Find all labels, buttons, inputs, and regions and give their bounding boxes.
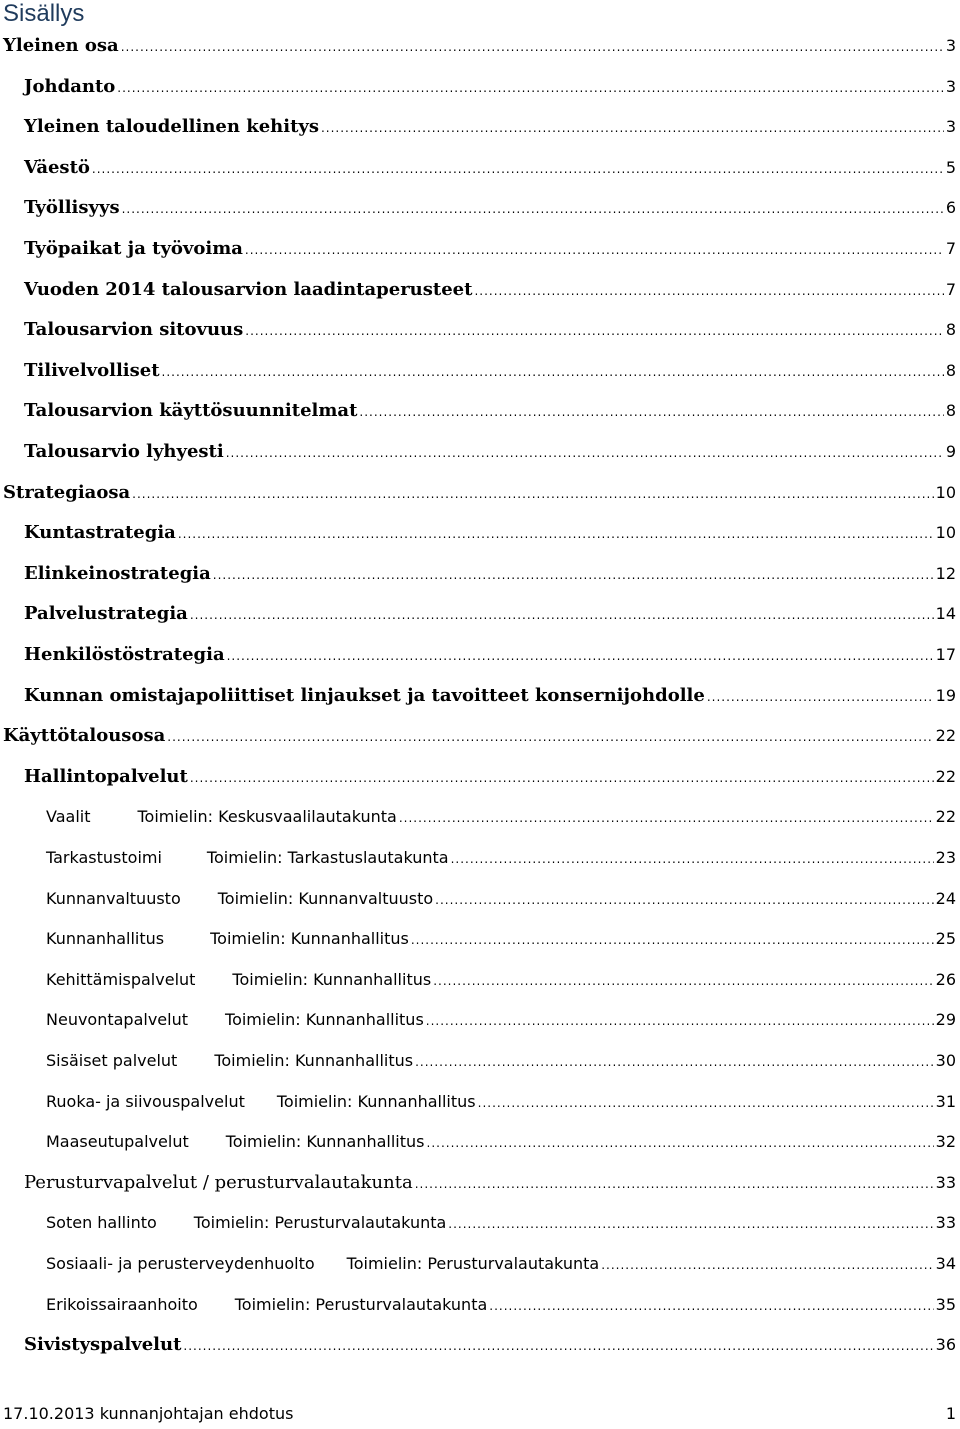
toc-dot-leader [411, 927, 934, 953]
toc-entry[interactable] [24, 1170, 956, 1196]
toc-entry-label: Kehittämispalvelut [46, 969, 196, 989]
toc-entry-organ: Toimielin: Keskusvaalilautakunta [137, 807, 397, 827]
toc-entry-label: Sivistyspalvelut [24, 1334, 182, 1356]
toc-entry-label: Yleinen taloudellinen kehitys [24, 116, 319, 138]
toc-dot-leader [117, 75, 944, 101]
toc-entry[interactable] [24, 195, 956, 221]
toc-page-number: 6 [945, 198, 956, 218]
toc-entry[interactable] [46, 1210, 956, 1236]
toc-page-number: 12 [935, 563, 956, 583]
toc-entry[interactable] [24, 74, 956, 100]
toc-dot-leader [226, 440, 944, 466]
toc-dot-leader [359, 399, 943, 425]
toc-page-number: 17 [935, 645, 956, 664]
toc-entry-label: Kuntastrategia [24, 522, 176, 544]
toc-entry-organ: Toimielin: Tarkastuslautakunta [206, 848, 449, 867]
toc-entry-label: Kunnanvaltuusto [46, 888, 181, 908]
toc-page-number: 7 [945, 279, 956, 299]
footer-date-label: 17.10.2013 kunnanjohtajan ehdotus [3, 1404, 294, 1423]
toc-entry[interactable] [46, 1048, 956, 1074]
toc-page-number: 22 [935, 726, 956, 746]
page-footer [3, 1404, 956, 1428]
toc-entry-label: Palvelustrategia [24, 603, 188, 625]
toc-entry[interactable] [24, 398, 956, 424]
toc-entry-label: Henkilöstöstrategia [24, 644, 225, 665]
toc-dot-leader [448, 1211, 933, 1237]
toc-entry-label: Strategiaosa [3, 481, 131, 503]
toc-page-number: 26 [935, 969, 956, 989]
toc-entry-organ: Toimielin: Perusturvalautakunta [346, 1254, 600, 1273]
toc-entry[interactable] [46, 967, 956, 993]
toc-dot-leader [183, 1333, 933, 1359]
toc-dot-leader [601, 1252, 933, 1278]
toc-entry-label: Talousarvio lyhyesti [24, 441, 224, 462]
toc-entry-label: Ruoka- ja siivouspalvelut [46, 1091, 245, 1111]
toc-entry[interactable] [24, 236, 956, 262]
toc-entry[interactable] [24, 601, 956, 627]
toc-entry-label: Kunnan omistajapoliittiset linjaukset ja tavoitteet konsernijohdolle [24, 684, 705, 706]
toc-entry[interactable] [3, 480, 956, 506]
toc-dot-leader [415, 1171, 934, 1197]
toc-page-number: 31 [935, 1091, 956, 1111]
toc-entry[interactable] [46, 804, 956, 830]
toc-dot-leader [707, 684, 934, 710]
toc-page-number: 3 [945, 76, 956, 96]
toc-entry-label: Tilivelvolliset [24, 359, 160, 381]
toc-dot-leader [245, 237, 944, 263]
toc-dot-leader [178, 521, 934, 547]
toc-page-number: 14 [935, 604, 956, 624]
toc-entry-organ: Toimielin: Perusturvalautakunta [234, 1294, 488, 1314]
toc-entry[interactable] [24, 764, 956, 790]
toc-page-number: 33 [935, 1172, 956, 1192]
toc-entry-organ: Toimielin: Kunnanhallitus [276, 1091, 476, 1111]
toc-entry[interactable] [3, 33, 956, 59]
toc-entry-label: Väestö [24, 156, 90, 178]
toc-dot-leader [451, 846, 934, 872]
toc-entry-organ: Toimielin: Kunnanhallitus [232, 969, 432, 989]
toc-entry-organ: Toimielin: Kunnanhallitus [210, 929, 409, 949]
toc-page-number: 36 [935, 1335, 956, 1355]
toc-dot-leader [227, 643, 934, 669]
toc-entry-label: Vaalit [46, 807, 91, 827]
toc-entry-label: Käyttötalousosa [3, 725, 166, 747]
toc-entry-label: Soten hallinto [46, 1213, 157, 1233]
toc-entry[interactable] [46, 926, 956, 952]
toc-page-number: 19 [935, 685, 956, 705]
toc-entry[interactable] [24, 1332, 956, 1358]
toc-page-number: 34 [935, 1254, 956, 1273]
toc-dot-leader [321, 115, 944, 141]
toc-page-number: 23 [935, 848, 956, 867]
footer-page-number: 1 [945, 1404, 956, 1423]
toc-page-number: 8 [945, 401, 956, 421]
toc-page-number: 10 [935, 482, 956, 502]
toc-page-number: 10 [935, 523, 956, 543]
toc-dot-leader [213, 562, 934, 588]
toc-entry[interactable] [46, 845, 956, 871]
toc-entry[interactable] [24, 642, 956, 668]
toc-entry[interactable] [3, 723, 956, 749]
toc-page-number: 7 [945, 239, 956, 258]
toc-entry-label: Elinkeinostrategia [24, 562, 211, 584]
toc-dot-leader [190, 602, 934, 628]
toc-entry-organ: Toimielin: Kunnanvaltuusto [217, 888, 434, 908]
toc-dot-leader [399, 805, 934, 831]
toc-dot-leader [167, 724, 933, 750]
toc-page-number: 33 [935, 1213, 956, 1233]
toc-dot-leader [122, 196, 944, 222]
toc-page-number: 3 [945, 117, 956, 137]
toc-entry-label: Johdanto [24, 75, 116, 97]
toc-page-number: 22 [935, 807, 956, 827]
toc-dot-leader [489, 1293, 933, 1319]
toc-entry-label: Työllisyys [24, 197, 120, 219]
toc-dot-leader [415, 1049, 934, 1075]
toc-entry[interactable] [24, 561, 956, 587]
toc-entry[interactable] [24, 439, 956, 465]
toc-entry-label: Sosiaali- ja perusterveydenhuolto [46, 1254, 315, 1273]
toc-page-number: 22 [935, 766, 956, 786]
toc-entry[interactable] [46, 1251, 956, 1277]
toc-entry[interactable] [46, 886, 956, 912]
toc-page-number: 30 [935, 1051, 956, 1070]
toc-dot-leader [190, 765, 934, 791]
toc-entry-label: Maaseutupalvelut [46, 1132, 189, 1152]
toc-page-number: 3 [945, 36, 956, 55]
toc-entry-organ: Toimielin: Kunnanhallitus [225, 1010, 424, 1030]
toc-dot-leader [132, 481, 934, 507]
toc-dot-leader [433, 968, 933, 994]
toc-entry-organ: Toimielin: Kunnanhallitus [214, 1051, 414, 1070]
toc-dot-leader [426, 1008, 934, 1034]
toc-page-number: 5 [945, 157, 956, 177]
page-title: Sisällys [3, 0, 85, 27]
toc-entry-organ: Toimielin: Perusturvalautakunta [193, 1213, 447, 1233]
toc-dot-leader [245, 318, 944, 344]
toc-entry[interactable] [24, 317, 956, 343]
toc-dot-leader [478, 1090, 934, 1116]
toc-entry[interactable] [24, 114, 956, 140]
toc-entry-label: Perusturvapalvelut / perusturvalautakunta [24, 1171, 413, 1193]
toc-entry-label: Talousarvion sitovuus [24, 319, 244, 341]
toc-entry-label: Vuoden 2014 talousarvion laadintaperusteet [24, 278, 473, 300]
toc-entry-label: Erikoissairaanhoito [46, 1294, 198, 1314]
toc-dot-leader [121, 34, 944, 60]
toc-entry[interactable] [46, 1089, 956, 1115]
toc-entry[interactable] [24, 358, 956, 384]
toc-entry[interactable] [24, 155, 956, 181]
toc-entry[interactable] [46, 1007, 956, 1033]
toc-dot-leader [427, 1130, 934, 1156]
toc-entry-label: Neuvontapalvelut [46, 1010, 189, 1030]
toc-entry-label: Kunnanhallitus [46, 929, 165, 949]
toc-entry-organ: Toimielin: Kunnanhallitus [225, 1132, 425, 1152]
toc-entry[interactable] [46, 1292, 956, 1318]
toc-entry-label: Työpaikat ja työvoima [24, 238, 243, 259]
toc-page-number: 24 [935, 888, 956, 908]
toc-page-number: 9 [945, 442, 956, 461]
toc-entry-label: Hallintopalvelut [24, 765, 188, 787]
toc-entry-label: Talousarvion käyttösuunnitelmat [24, 400, 358, 422]
toc-entry[interactable] [24, 520, 956, 546]
toc-dot-leader [162, 359, 944, 385]
toc-page-number: 35 [935, 1294, 956, 1314]
toc-page-number: 8 [945, 360, 956, 380]
toc-entry-label: Yleinen osa [3, 35, 119, 56]
toc-page-number: 8 [945, 320, 956, 340]
toc-dot-leader [435, 887, 934, 913]
toc-entry[interactable] [24, 277, 956, 303]
toc-page-number: 32 [935, 1132, 956, 1152]
toc-entry[interactable] [46, 1129, 956, 1155]
toc-page-number: 29 [935, 1010, 956, 1030]
toc-entry-label: Sisäiset palvelut [46, 1051, 178, 1070]
toc-page-number: 25 [935, 929, 956, 949]
toc-entry[interactable] [24, 683, 956, 709]
toc-dot-leader [92, 156, 944, 182]
toc-entry-label: Tarkastustoimi [46, 848, 162, 867]
toc-dot-leader [474, 278, 943, 304]
